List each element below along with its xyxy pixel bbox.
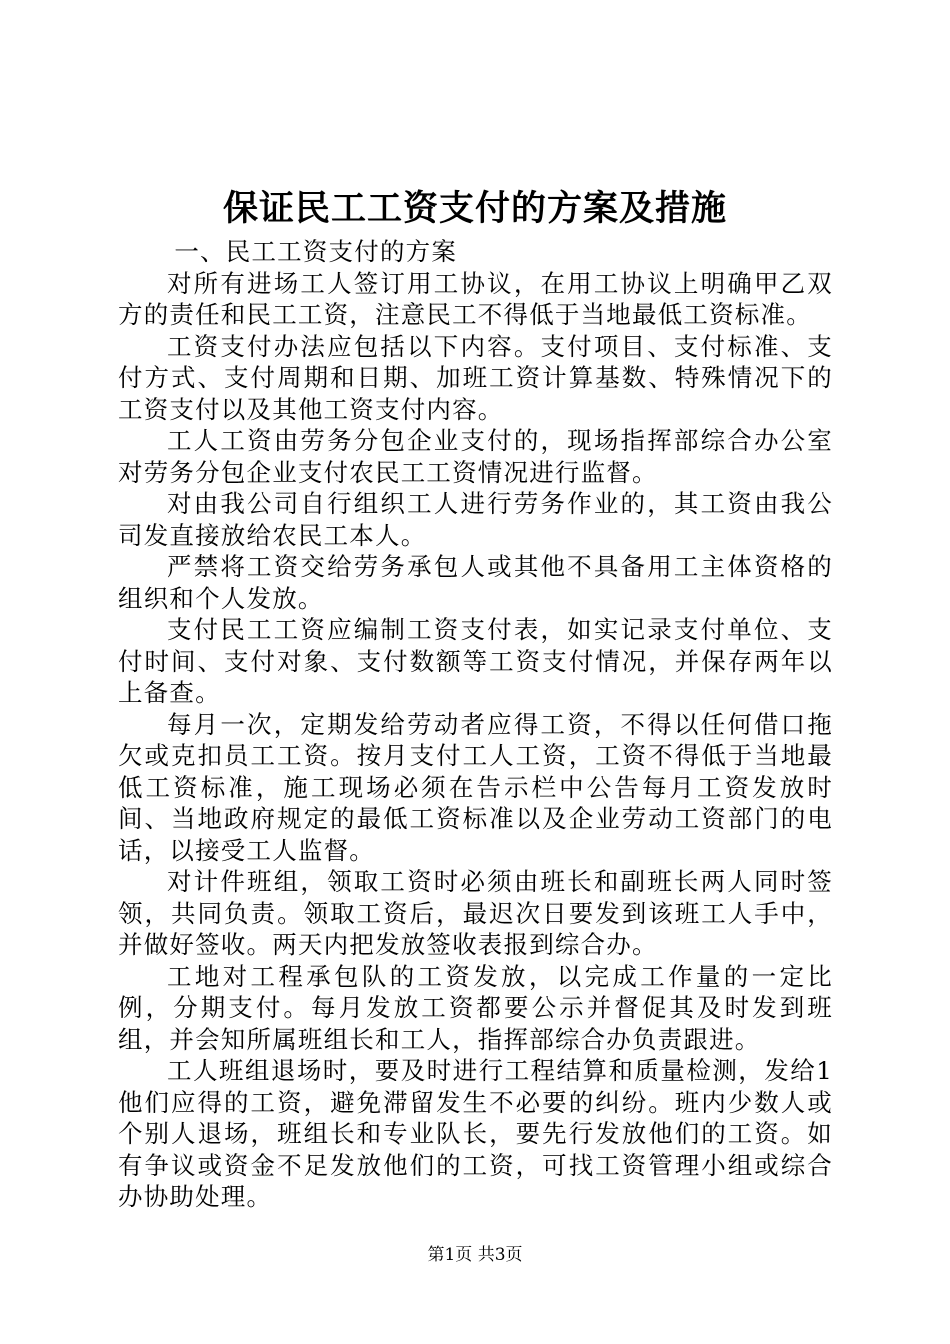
paragraph: 对所有进场工人签订用工协议，在用工协议上明确甲乙双方的责任和民工工资，注意民工不得低于当地最低工资标准。: [118, 268, 833, 329]
paragraph: 工人工资由劳务分包企业支付的，现场指挥部综合办公室对劳务分包企业支付农民工工资情况进行监督。: [118, 426, 833, 487]
paragraph: 工资支付办法应包括以下内容。支付项目、支付标准、支付方式、支付周期和日期、加班工资计算基数、特殊情况下的工资支付以及其他工资支付内容。: [118, 331, 833, 424]
page-title: 保证民工工资支付的方案及措施: [222, 188, 727, 229]
paragraph: 工人班组退场时，要及时进行工程结算和质量检测，发给1他们应得的工资，避免滞留发生不必要的纠纷。班内少数人或个别人退场，班组长和专业队长，要先行发放他们的工资。如有争议或资金不足发放他们的工资，可找工资管理小组或综合办协助处理。: [118, 1056, 833, 1211]
paragraph: 工地对工程承包队的工资发放，以完成工作量的一定比例，分期支付。每月发放工资都要公示并督促其及时发到班组，并会知所属班组长和工人，指挥部综合办负责跟进。: [118, 961, 833, 1054]
paragraph: 对计件班组，领取工资时必须由班长和副班长两人同时签领，共同负责。领取工资后，最迟次日要发到该班工人手中，并做好签收。两天内把发放签收表报到综合办。: [118, 867, 833, 959]
section-heading: 一、民工工资支付的方案: [174, 237, 458, 266]
paragraph: 严禁将工资交给劳务承包人或其他不具备用工主体资格的组织和个人发放。: [118, 552, 833, 613]
paragraph: 支付民工工资应编制工资支付表，如实记录支付单位、支付时间、支付对象、支付数额等工资支付情况，并保存两年以上备查。: [118, 615, 833, 707]
document-body: [118, 236, 833, 1213]
paragraph: 对由我公司自行组织工人进行劳务作业的，其工资由我公司发直接放给农民工本人。: [118, 489, 833, 550]
paragraph: 每月一次，定期发给劳动者应得工资，不得以任何借口拖欠或克扣员工工资。按月支付工人工资，工资不得低于当地最低工资标准，施工现场必须在告示栏中公告每月工资发放时间、当地政府规定的最低工资标准以及企业劳动工资部门的电话，以接受工人监督。: [118, 709, 833, 865]
page-footer: 第1页 共3页: [427, 1245, 523, 1265]
